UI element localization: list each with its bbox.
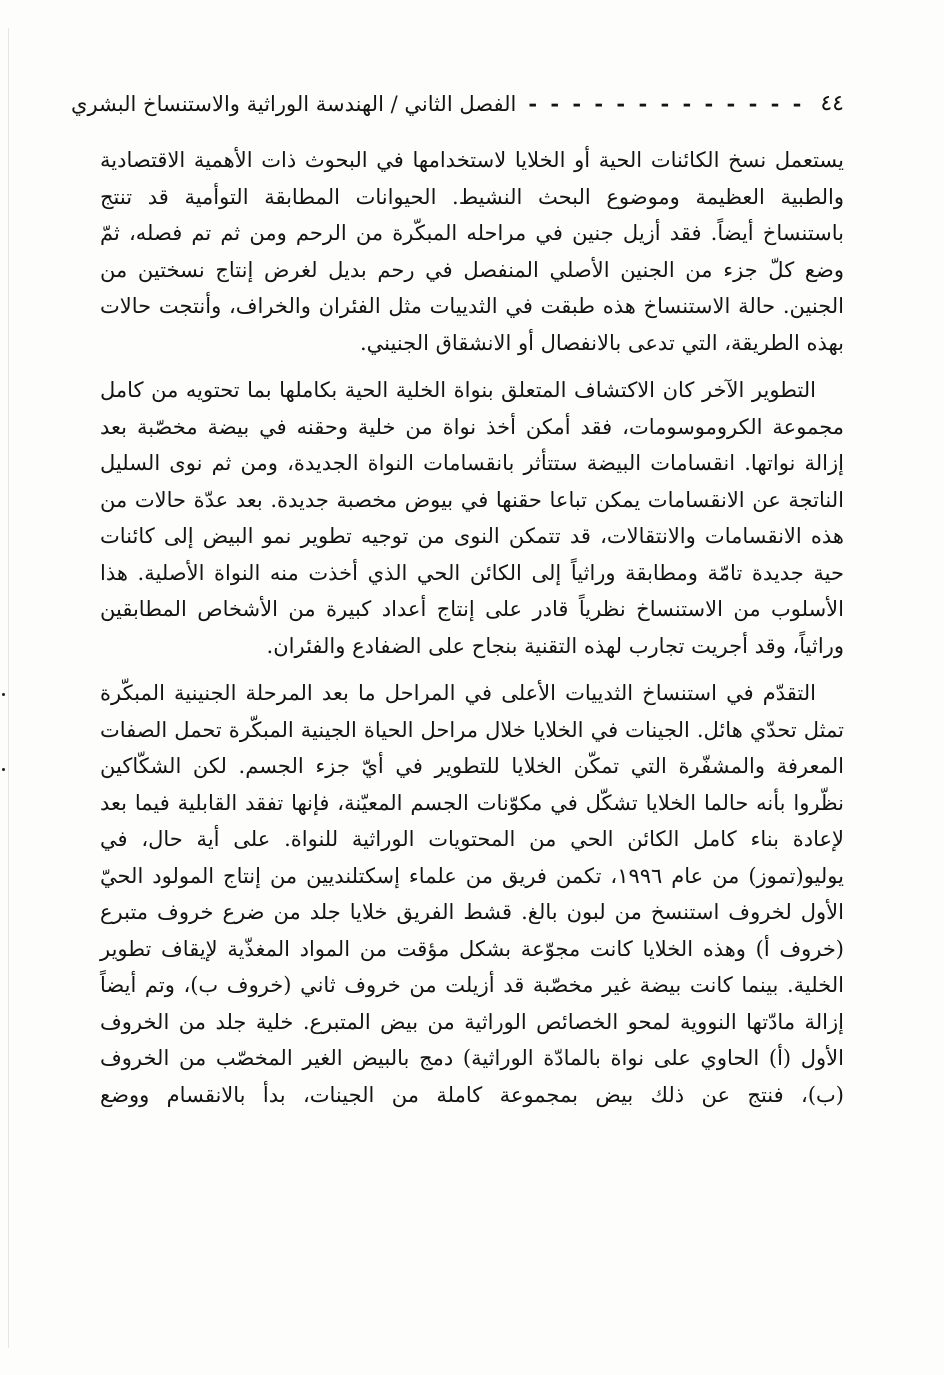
scan-mark (2, 693, 5, 696)
paragraph-2: التطوير الآخر كان الاكتشاف المتعلق بنواة الخلية الحية بكاملها بما تحتويه من كامل مجموعة الكروموسومات، فقد أمكن أخذ نواة من خلية وحقنه في بيضة مخصّبة بعد إزالة نواتها. انقسامات البيضة ستتأثر بانقسامات النواة الجديدة، ومن ثم نوى السليل الناتجة عن الانقسامات يمكن تباعا حقنها في بيوض مخصبة جديدة. بعد عدّة حالات من هذه الانقسامات والانتقالات، قد تتمكن النوى من توجيه تطوير نمو البيض إلى كائنات حية جديدة تامّة ومطابقة وراثياً إلى الكائن الحي الذي أخذت منه النواة الأصلية. هذا الأسلوب من الاستنساخ نظرياً قادر على إنتاج أعداد كبيرة من الأشخاص المطابقين وراثياً، وقد أجريت تجارب لهذه التقنية بنجاح على الضفادع والفئران. (100, 378, 844, 658)
paragraph-1: يستعمل نسخ الكائنات الحية أو الخلايا لاستخدامها في البحوث ذات الأهمية الاقتصادية والطبية العظيمة وموضوع البحث النشيط. الحيوانات المطابقة التوأمية قد تنتج باستنساخ أيضاً. فقد أزيل جنين في مراحله المبكّرة من الرحم ومن ثم تم فصله، ثمّ وضع كلّ جزء من الجنين الأصلي المنفصل في رحم بديل لغرض إنتاج نسختين من الجنين. حالة الاستنساخ هذه طبقت في الثدييات مثل الفئران والخراف، وأنتجت حالات بهذه الطريقة، التي تدعى بالانفصال أو الانشقاق الجنيني. (100, 148, 844, 355)
scan-mark (2, 768, 5, 771)
paragraph-3: التقدّم في استنساخ الثدييات الأعلى في المراحل ما بعد المرحلة الجنينية المبكّرة تمثل تحدّي هائل. الجينات في الخلايا خلال مراحل الحياة الجينية المبكّرة تحمل الصفات المعرفة والمشفّرة التي تمكّن الخلايا للتطوير في أيّ جزء الجسم. لكن الشكّاكين نظّروا بأنه حالما الخلايا تشكّل في مكوّنات الجسم المعيّنة، فإنها تفقد القابلية فيما بعد لإعادة بناء كامل الكائن الحي من المحتويات الوراثية للنواة. على أية حال، في يوليو(تموز) من عام ١٩٩٦، تكمن فريق من علماء إسكتلنديين من إنتاج المولود الحيّ الأول لخروف استنسخ من لبون بالغ. قشط الفريق خلايا جلد من ضرع خروف متبرع (خروف أ) وهذه الخلايا كانت مجوّعة بشكل مؤقت من المواد المغذّية لإيقاف تطوير الخلية. بينما كانت بيضة غير مخصّبة قد أزيلت من خروف ثاني (خروف ب)، وتم أيضاً إزالة مادّتها النووية لمحو الخصائص الوراثية من بيض المتبرع. خلية جلد من الخروف الأول (أ) الحاوي على نواة بالمادّة الوراثية) دمج بالبيض الغير المخصّب من الخروف (ب)، فنتج عن ذلك بيض بمجموعة كاملة من الجينات، بدأ بالانقسام ووضع (100, 681, 844, 1107)
body-text (100, 142, 844, 1124)
running-header (71, 84, 844, 124)
chapter-title: الفصل الثاني / الهندسة الوراثية والاستنساخ البشري (71, 92, 517, 116)
header-dashes: - - - - - - - - - - - - - (528, 91, 805, 116)
page-edge-line (8, 28, 11, 1348)
page-number: ٤٤ (820, 91, 844, 116)
